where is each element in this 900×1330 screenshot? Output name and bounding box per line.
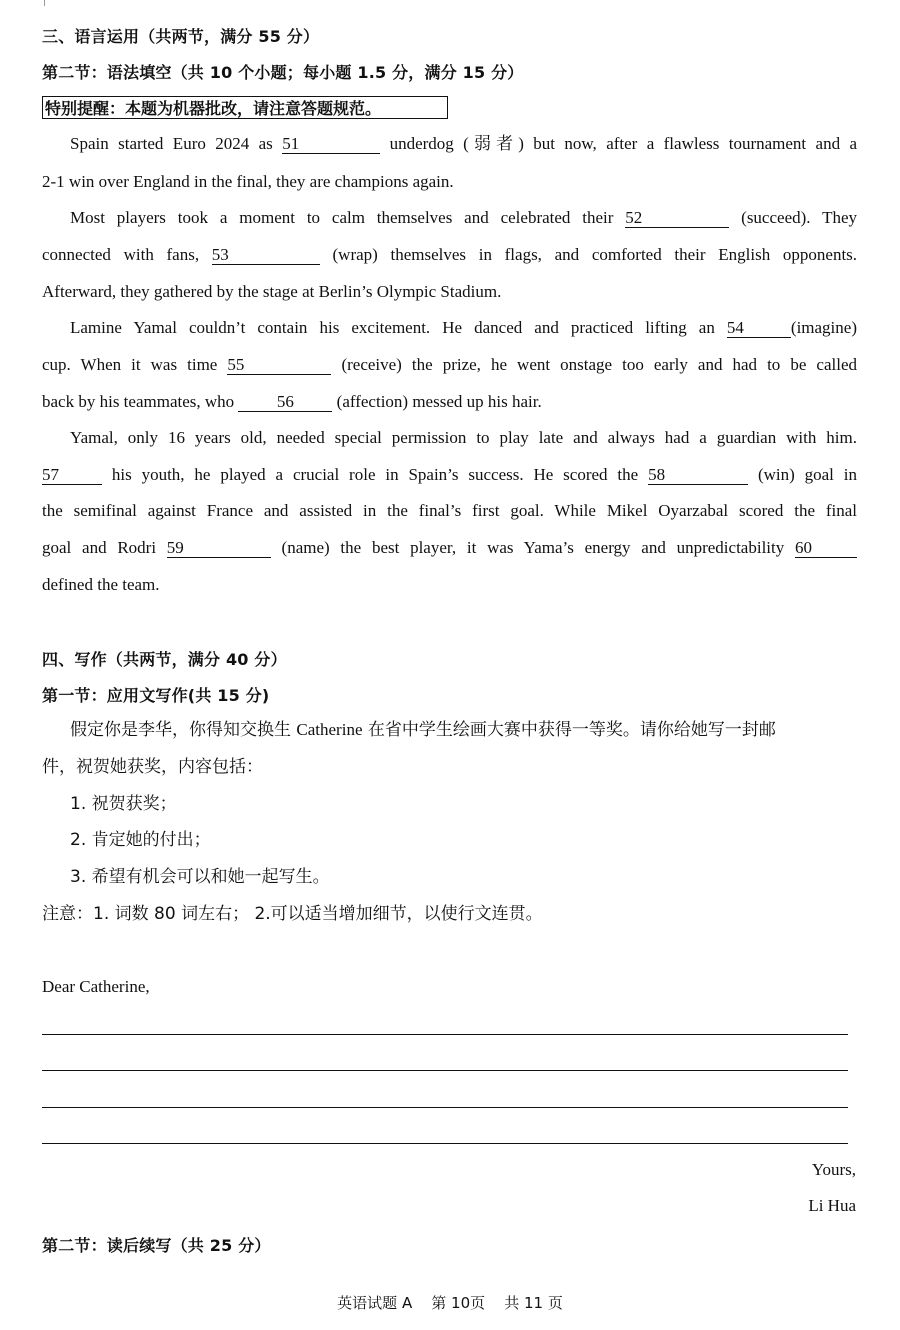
passage-line: Yamal, only 16 years old, needed special permission to play late and always had a guardian with him.	[70, 428, 857, 447]
writing-line	[42, 1070, 848, 1071]
writing-prompt-line: 件，祝贺她获奖，内容包括：	[42, 757, 263, 777]
text-segment: cup. When it was time	[42, 355, 218, 374]
blank-59: 59	[167, 539, 271, 558]
text-segment: 假定你是李华，你得知交换生	[70, 720, 291, 740]
letter-salutation: Dear Catherine,	[42, 977, 150, 996]
writing-line	[42, 1034, 848, 1035]
text-segment: goal and Rodri	[42, 538, 157, 557]
passage-line	[42, 244, 857, 266]
passage-line: Afterward, they gathered by the stage at Berlin’s Olympic Stadium.	[42, 282, 502, 301]
section4-part2-title: 第二节：读后续写（共 25 分）	[42, 1236, 271, 1255]
writing-line	[42, 1143, 848, 1144]
passage-line	[42, 133, 857, 155]
content-item: 2. 肯定她的付出；	[70, 830, 211, 850]
text-segment: Lamine Yamal couldn’t contain his excitement. He danced and practiced lifting an	[70, 318, 715, 337]
text-segment: (wrap) themselves in flags, and comforted their English opponents.	[332, 245, 858, 264]
blank-56: 56	[238, 393, 332, 412]
passage-line	[42, 354, 857, 376]
passage-line: the semifinal against France and assisted in the final’s first goal. While Mikel Oyarzabal scored the final	[42, 501, 857, 520]
text-segment: underdog (弱者) but now, after a flawless tournament and a	[389, 134, 858, 153]
writing-line	[42, 1107, 848, 1108]
text-segment: (receive) the prize, he went onstage too early and had to be called	[341, 355, 858, 374]
blank-57: 57	[42, 466, 102, 485]
blank-52: 52	[625, 209, 729, 228]
passage-line	[42, 317, 857, 339]
text-segment: Spain started Euro 2024 as	[70, 134, 273, 153]
text-segment: his youth, he played a crucial role in Spain’s success. He scored the	[111, 465, 639, 484]
passage-line	[42, 207, 857, 229]
text-segment: (name) the best player, it was Yama’s energy and unpredictability	[281, 538, 785, 557]
page-footer: 英语试题 A 第 10页 共 11 页	[337, 1294, 563, 1312]
passage-line	[42, 537, 857, 559]
corner-mark	[44, 0, 45, 6]
letter-closing: Yours,	[811, 1160, 856, 1179]
text-segment: Most players took a moment to calm themselves and celebrated their	[70, 208, 614, 227]
passage-line	[42, 464, 857, 486]
text-segment: Catherine	[296, 720, 363, 739]
blank-54: 54	[727, 319, 791, 338]
blank-58: 58	[648, 466, 748, 485]
text-segment: (succeed). They	[741, 208, 858, 227]
notice-box: 特别提醒：本题为机器批改，请注意答题规范。	[42, 96, 448, 119]
letter-signature: Li Hua	[808, 1196, 856, 1215]
passage-line: defined the team.	[42, 575, 160, 594]
writing-prompt-line	[70, 718, 776, 742]
writing-note: 注意：1. 词数 80 词左右； 2.可以适当增加细节，以使行文连贯。	[42, 904, 543, 924]
text-segment: 在省中学生绘画大赛中获得一等奖。请你给她写一封邮	[367, 720, 776, 740]
section4-title: 四、写作（共两节，满分 40 分）	[42, 650, 287, 669]
section3-title: 三、语言运用（共两节，满分 55 分）	[42, 27, 320, 46]
blank-60: 60	[795, 539, 857, 558]
passage-line	[42, 391, 857, 413]
text-segment: (win) goal in	[757, 465, 857, 484]
content-item: 3. 希望有机会可以和她一起写生。	[70, 867, 330, 887]
passage-line: 2-1 win over England in the final, they are champions again.	[42, 172, 454, 191]
blank-51: 51	[282, 135, 380, 154]
text-segment: (affection) messed up his hair.	[336, 392, 542, 411]
text-segment: back by his teammates, who	[42, 392, 235, 411]
blank-55: 55	[227, 356, 331, 375]
text-segment: (imagine)	[790, 318, 857, 337]
section4-part1-title: 第一节：应用文写作(共 15 分)	[42, 686, 270, 705]
blank-53: 53	[212, 246, 320, 265]
section3-part2-title: 第二节：语法填空（共 10 个小题；每小题 1.5 分，满分 15 分）	[42, 63, 524, 82]
content-item: 1. 祝贺获奖；	[70, 794, 177, 814]
text-segment: connected with fans,	[42, 245, 200, 264]
